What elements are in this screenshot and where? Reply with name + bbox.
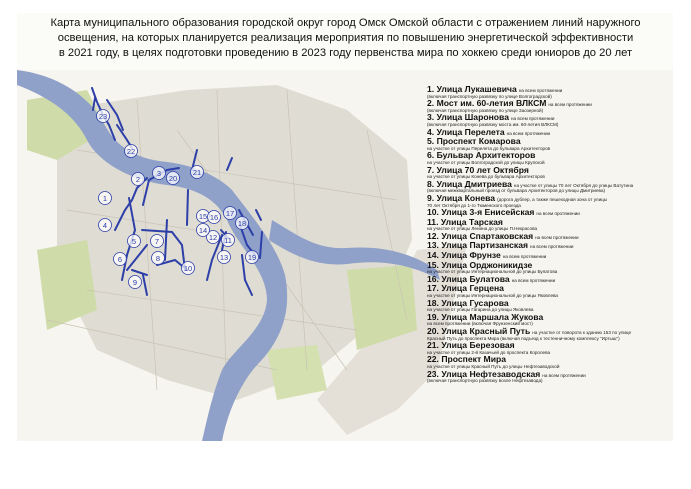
title-line: Карта муниципального образования городской округ город Омск Омской области с отражением линий наружного bbox=[50, 17, 641, 29]
legend-item bbox=[427, 85, 677, 99]
marker-label: 10 bbox=[183, 264, 193, 273]
marker-label: 9 bbox=[132, 278, 138, 287]
legend-street: Улица Перелета bbox=[436, 126, 505, 137]
legend-street: Улица 70 лет Октября bbox=[436, 164, 529, 175]
marker-label: 11 bbox=[224, 236, 232, 245]
marker-label: 14 bbox=[198, 226, 208, 235]
legend-item bbox=[427, 261, 677, 275]
map-marker-19[interactable] bbox=[246, 251, 259, 264]
map-marker-3[interactable] bbox=[153, 167, 166, 180]
legend-num: 1. bbox=[427, 84, 435, 94]
legend-num: 7. bbox=[427, 164, 435, 175]
legend-item bbox=[427, 355, 677, 369]
marker-label: 7 bbox=[154, 237, 160, 246]
legend-note: на всем протяжении bbox=[542, 372, 586, 378]
legend-note: на участке от улицы 70 лет Октября до улицы Ватутина bbox=[513, 182, 634, 188]
marker-label: 22 bbox=[126, 147, 136, 156]
legend-detail: на участке от улицы Конева до бульвара Архитекторов bbox=[427, 174, 545, 180]
map-marker-17[interactable] bbox=[224, 207, 237, 220]
legend-num: 14. bbox=[427, 250, 439, 261]
marker-label: 19 bbox=[247, 253, 257, 262]
map-title bbox=[30, 16, 661, 61]
legend-detail: 70 лет Октября до 1-го Тюменского проезда bbox=[427, 202, 521, 208]
title-line: в 2021 году, в целях подготовки проведению в 2023 году первенства мира по хоккею среди юниоров до 20 лет bbox=[58, 47, 633, 59]
legend-num: 22. bbox=[427, 354, 439, 365]
legend-street: Улица Красный Путь bbox=[441, 326, 531, 336]
legend-street: Улица Маршала Жукова bbox=[441, 311, 544, 322]
legend-item bbox=[427, 232, 677, 241]
marker-label: 21 bbox=[192, 168, 202, 177]
legend-item bbox=[427, 327, 677, 341]
legend-note: на всем протяжении bbox=[506, 130, 551, 136]
street-legend bbox=[427, 85, 677, 384]
legend-detail: на участке от улицы Интернациональной до улицы Булатова bbox=[427, 269, 558, 275]
legend-street: Мост им. 60-летия ВЛКСМ bbox=[436, 98, 547, 109]
map-marker-10[interactable] bbox=[182, 262, 195, 275]
map-marker-9[interactable] bbox=[129, 276, 142, 289]
map-marker-20[interactable] bbox=[167, 172, 180, 185]
legend-note: на всем протяжении bbox=[511, 277, 556, 283]
legend-item bbox=[427, 99, 677, 113]
legend-item bbox=[427, 208, 677, 217]
legend-num: 17. bbox=[427, 283, 439, 294]
legend-street: Улица Тарская bbox=[440, 216, 503, 227]
legend-num: 6. bbox=[427, 150, 435, 161]
legend-detail: на участке от улицы 2-й Казачьей до проспекта Королева bbox=[427, 349, 551, 355]
park-area bbox=[267, 345, 327, 400]
marker-label: 20 bbox=[168, 174, 178, 183]
legend-item bbox=[427, 370, 677, 384]
legend-street: Улица Лукашевича bbox=[436, 84, 517, 94]
legend-note: на участке от поворота к зданию 153 по улице bbox=[532, 330, 632, 335]
legend-street: Улица Орджоникидзе bbox=[441, 259, 533, 270]
legend-item bbox=[427, 128, 677, 137]
legend-num: 19. bbox=[427, 311, 439, 322]
legend-street: Проспект Комарова bbox=[436, 136, 521, 147]
legend-item bbox=[427, 166, 677, 180]
marker-label: 15 bbox=[198, 212, 208, 221]
legend-detail: на участке от улицы Перелета до бульвара Архитекторов bbox=[427, 145, 551, 151]
legend-detail: на участке от улицы Интернациональной до улицы Яковлева bbox=[427, 293, 558, 299]
map-marker-4[interactable] bbox=[99, 219, 112, 232]
map-marker-5[interactable] bbox=[128, 235, 141, 248]
map-marker-8[interactable] bbox=[152, 252, 165, 265]
legend-num: 15. bbox=[427, 259, 439, 270]
legend-street: Улица Дмитриева bbox=[436, 178, 512, 189]
marker-label: 1 bbox=[102, 194, 108, 203]
legend-note: на всем протяжении bbox=[502, 254, 547, 260]
map-marker-22[interactable] bbox=[125, 145, 138, 158]
marker-label: 12 bbox=[208, 233, 218, 242]
legend-detail: на участке от улицы Гагарина до улицы Яковлева bbox=[427, 307, 534, 313]
legend-num: 11. bbox=[427, 216, 439, 227]
map-marker-7[interactable] bbox=[151, 235, 164, 248]
legend-num: 13. bbox=[427, 240, 439, 251]
map-marker-6[interactable] bbox=[114, 253, 127, 266]
legend-item bbox=[427, 299, 677, 313]
legend-num: 18. bbox=[427, 297, 439, 308]
legend-detail: (включая транспортную развязку моста им. 60-летия ВЛКСМ) bbox=[427, 121, 559, 127]
marker-label: 5 bbox=[131, 237, 137, 246]
legend-item bbox=[427, 113, 677, 127]
marker-label: 23 bbox=[98, 112, 108, 121]
legend-street: Улица Фрунзе bbox=[441, 250, 501, 261]
legend-note: на всем протяжении bbox=[548, 102, 592, 108]
map-marker-18[interactable] bbox=[236, 217, 249, 230]
legend-note: на всем протяжении bbox=[510, 116, 555, 122]
marker-label: 8 bbox=[155, 254, 161, 263]
legend-street: Улица Шаронова bbox=[436, 112, 509, 123]
marker-label: 13 bbox=[219, 253, 229, 262]
marker-label: 16 bbox=[209, 213, 219, 222]
legend-num: 2. bbox=[427, 98, 435, 109]
legend-street: Улица Герцена bbox=[441, 283, 504, 294]
legend-item bbox=[427, 151, 677, 165]
legend-street: Улица Спартаковская bbox=[441, 230, 534, 241]
legend-detail: на всем протяжении (включая Фрунзенский мост) bbox=[427, 321, 533, 327]
legend-item bbox=[427, 251, 677, 260]
legend-num: 4. bbox=[427, 126, 435, 137]
legend-street: Улица Булатова bbox=[441, 273, 510, 284]
legend-street: Бульвар Архитекторов bbox=[436, 150, 536, 161]
legend-street: Улица Конева bbox=[436, 192, 496, 203]
legend-item bbox=[427, 275, 677, 284]
map-marker-21[interactable] bbox=[191, 166, 204, 179]
legend-note: на всем протяжении bbox=[530, 244, 574, 250]
title-line: освещения, на которых планируется реализация мероприятия по повышению энергетической эффективности bbox=[57, 32, 634, 44]
legend-num: 20. bbox=[427, 326, 439, 336]
legend-item bbox=[427, 137, 677, 151]
legend-note: на всем протяжении bbox=[536, 211, 580, 217]
legend-detail: на участке от улицы Ленина до улицы П.Некрасова bbox=[427, 226, 538, 232]
legend-street: Проспект Мира bbox=[441, 354, 507, 365]
marker-label: 18 bbox=[237, 219, 247, 228]
legend-num: 8. bbox=[427, 178, 435, 189]
legend-num: 5. bbox=[427, 136, 435, 147]
legend-note: на всем протяжении bbox=[518, 88, 563, 93]
legend-detail: (включая транспортную развязку по улице Заозерной) bbox=[427, 107, 544, 113]
legend-item bbox=[427, 341, 677, 355]
legend-street: Улица 3-я Енисейская bbox=[441, 207, 535, 218]
map-marker-11[interactable] bbox=[222, 234, 235, 247]
legend-street: Улица Нефтезаводская bbox=[441, 368, 541, 379]
legend-num: 16. bbox=[427, 273, 439, 284]
legend-item bbox=[427, 218, 677, 232]
legend-num: 23. bbox=[427, 368, 439, 379]
legend-num: 10. bbox=[427, 207, 439, 218]
legend-item bbox=[427, 241, 677, 250]
legend-detail: на участке от улицы Красный Путь до улицы Нефтезаводской bbox=[427, 363, 560, 369]
map-marker-14[interactable] bbox=[197, 224, 210, 237]
legend-num: 21. bbox=[427, 340, 439, 351]
legend-note: (дорога дублер, а также пешеходная зона от улицы bbox=[497, 196, 608, 202]
legend-item bbox=[427, 180, 677, 194]
map-marker-1[interactable] bbox=[99, 192, 112, 205]
legend-note: на всем протяжении bbox=[535, 234, 579, 240]
marker-label: 4 bbox=[102, 221, 108, 230]
legend-street: Улица Гусарова bbox=[441, 297, 509, 308]
legend-detail: (включая транспортную развязку возле Нефтезавода) bbox=[427, 378, 543, 384]
legend-detail: Красный Путь до проспекта Мира (включая подъезд к тестенничному комплексу "Иртыш") bbox=[427, 335, 620, 341]
legend-item bbox=[427, 194, 677, 208]
legend-num: 3. bbox=[427, 112, 435, 123]
map-marker-13[interactable] bbox=[218, 251, 231, 264]
legend-street: Улица Березовая bbox=[441, 340, 515, 351]
marker-label: 6 bbox=[117, 255, 123, 264]
marker-label: 17 bbox=[225, 209, 235, 218]
map-marker-2[interactable] bbox=[132, 173, 145, 186]
legend-detail: (включая межквартальный проезд от бульвара Архитекторов до улицы Дмитриева) bbox=[427, 188, 606, 194]
legend-item bbox=[427, 313, 677, 327]
legend-num: 9. bbox=[427, 192, 435, 203]
marker-label: 2 bbox=[135, 175, 141, 184]
legend-num: 12. bbox=[427, 230, 439, 241]
legend-street: Улица Партизанская bbox=[441, 240, 529, 251]
marker-label: 3 bbox=[156, 169, 162, 178]
legend-detail: (включая транспортную развязку по улице Волгоградской) bbox=[427, 93, 552, 99]
map-marker-16[interactable] bbox=[208, 211, 221, 224]
legend-detail: на участке от улицы Волгоградской до улицы Крупской bbox=[427, 159, 545, 165]
map-marker-23[interactable] bbox=[97, 110, 110, 123]
legend-item bbox=[427, 284, 677, 298]
